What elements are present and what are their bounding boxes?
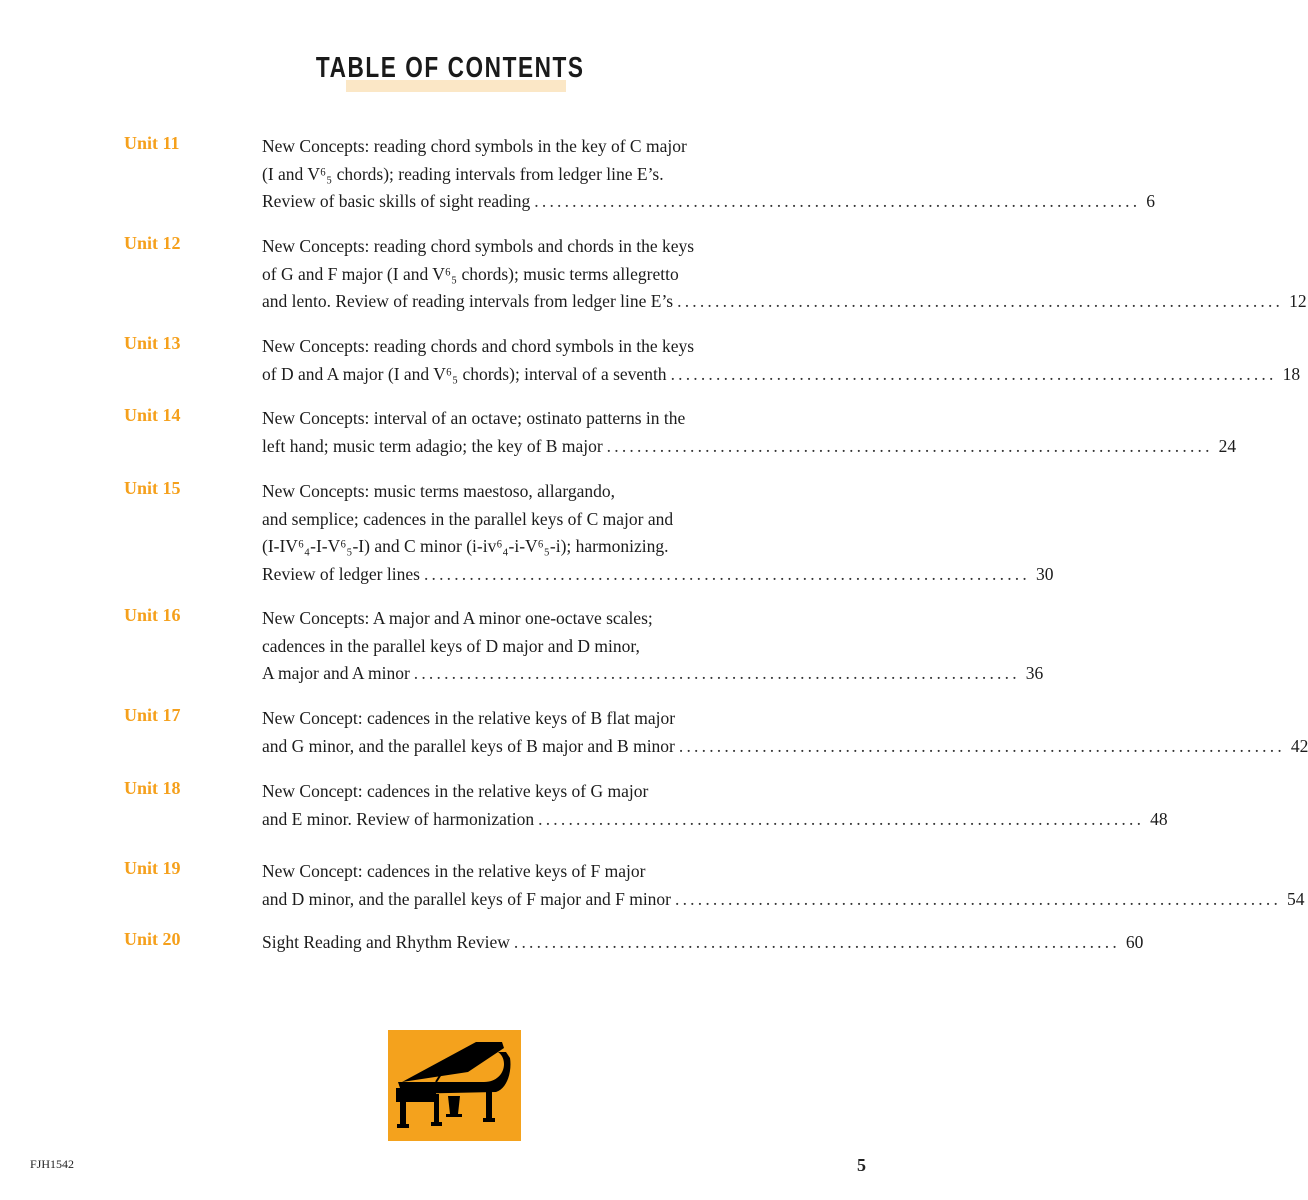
dot-leader: ................................................................................ — [677, 291, 1284, 311]
description-line: New Concept: cadences in the relative keys of F major — [262, 861, 646, 881]
description-line: and lento. Review of reading intervals from ledger line E’s — [262, 291, 674, 311]
footer-code: FJH1542 — [30, 1157, 75, 1171]
description-line: New Concepts: interval of an octave; ostinato patterns in the — [262, 408, 686, 428]
description-line: of D and A major (I and V⁶₅ chords); interval of a seventh — [262, 363, 667, 384]
unit-label: Unit 18 — [124, 778, 181, 798]
description-last-line — [262, 561, 1054, 589]
page-number: 36 — [1025, 663, 1044, 683]
description-line: (I-IV⁶₄-I-V⁶₅-I) and C minor (i-iv⁶₄-i-V⁶₅-i); harmonizing. — [262, 536, 669, 556]
description-last-line — [262, 288, 1307, 316]
dot-leader: ................................................................................ — [413, 663, 1020, 683]
description-line: New Concept: cadences in the relative keys of G major — [262, 781, 649, 801]
description-line: and semplice; cadences in the parallel keys of C major and — [262, 508, 674, 529]
description-last-line — [262, 886, 1305, 914]
description-line: Sight Reading and Rhythm Review — [262, 932, 510, 952]
unit-description — [262, 858, 1305, 913]
description-line: of G and F major (I and V⁶₅ chords); music terms allegretto — [262, 263, 679, 284]
description-line: New Concepts: music terms maestoso, allargando, — [262, 481, 616, 501]
unit-label: Unit 17 — [124, 705, 181, 725]
description-line: New Concept: cadences in the relative keys of B flat major — [262, 708, 676, 728]
description-line: A major and A minor — [262, 663, 410, 683]
description-line: left hand; music term adagio; the key of B major — [262, 435, 603, 456]
unit-label: Unit 20 — [124, 929, 181, 949]
page-number: 48 — [1150, 808, 1168, 829]
description-line: cadences in the parallel keys of D major and D minor, — [262, 635, 640, 656]
description-line: New Concepts: reading chord symbols in the key of C major — [262, 136, 687, 156]
dot-leader: ................................................................................ — [675, 888, 1282, 909]
unit-description — [262, 478, 1054, 588]
unit-description — [262, 133, 1156, 216]
dot-leader: ................................................................................ — [513, 932, 1120, 952]
unit-description — [262, 605, 1044, 688]
page-number: 24 — [1218, 435, 1237, 456]
description-last-line — [262, 929, 1144, 957]
unit-label: Unit 14 — [124, 405, 181, 425]
description-line: and G minor, and the parallel keys of B major and B minor — [262, 735, 675, 756]
unit-label: Unit 13 — [124, 333, 181, 353]
page-number: 30 — [1035, 563, 1054, 584]
unit-label: Unit 16 — [124, 605, 181, 625]
unit-description — [262, 929, 1144, 957]
dot-leader: ................................................................................ — [423, 563, 1030, 584]
unit-description — [262, 405, 1237, 460]
description-line: Review of ledger lines — [262, 563, 420, 584]
description-last-line — [262, 733, 1308, 761]
description-line: (I and V⁶₅ chords); reading intervals from ledger line E’s. — [262, 163, 664, 184]
description-last-line — [262, 361, 1301, 389]
page-number: 54 — [1287, 888, 1305, 909]
dot-leader: ................................................................................ — [670, 363, 1277, 384]
description-line: and E minor. Review of harmonization — [262, 808, 535, 829]
unit-description — [262, 333, 1301, 388]
page-number: 18 — [1282, 363, 1301, 384]
page-number: 12 — [1289, 291, 1307, 311]
unit-description — [262, 705, 1308, 760]
description-last-line — [262, 660, 1044, 688]
description-line: New Concepts: A major and A minor one-octave scales; — [262, 608, 653, 628]
page-title: TABLE OF CONTENTS — [315, 52, 585, 84]
unit-label: Unit 19 — [124, 858, 181, 878]
page-number: 42 — [1290, 735, 1308, 756]
description-last-line — [262, 806, 1168, 834]
description-line: New Concepts: reading chord symbols and chords in the keys — [262, 236, 695, 256]
description-line: and D minor, and the parallel keys of F major and F minor — [262, 888, 672, 909]
dot-leader: ................................................................................ — [534, 191, 1141, 211]
description-last-line — [262, 433, 1237, 461]
unit-description — [262, 778, 1168, 833]
page-number: 60 — [1125, 932, 1144, 952]
description-line: New Concepts: reading chords and chord symbols in the keys — [262, 336, 695, 356]
description-line: Review of basic skills of sight reading — [262, 191, 531, 211]
dot-leader: ................................................................................ — [538, 808, 1145, 829]
unit-label: Unit 11 — [124, 133, 180, 153]
title-area — [0, 52, 900, 85]
grand-piano-icon — [388, 1030, 521, 1141]
unit-label: Unit 12 — [124, 233, 181, 253]
unit-label: Unit 15 — [124, 478, 181, 498]
page-number: 6 — [1146, 191, 1156, 211]
footer-page-number: 5 — [857, 1155, 866, 1175]
dot-leader: ................................................................................ — [606, 435, 1213, 456]
unit-description — [262, 233, 1307, 316]
description-last-line — [262, 188, 1156, 216]
dot-leader: ................................................................................ — [678, 735, 1285, 756]
